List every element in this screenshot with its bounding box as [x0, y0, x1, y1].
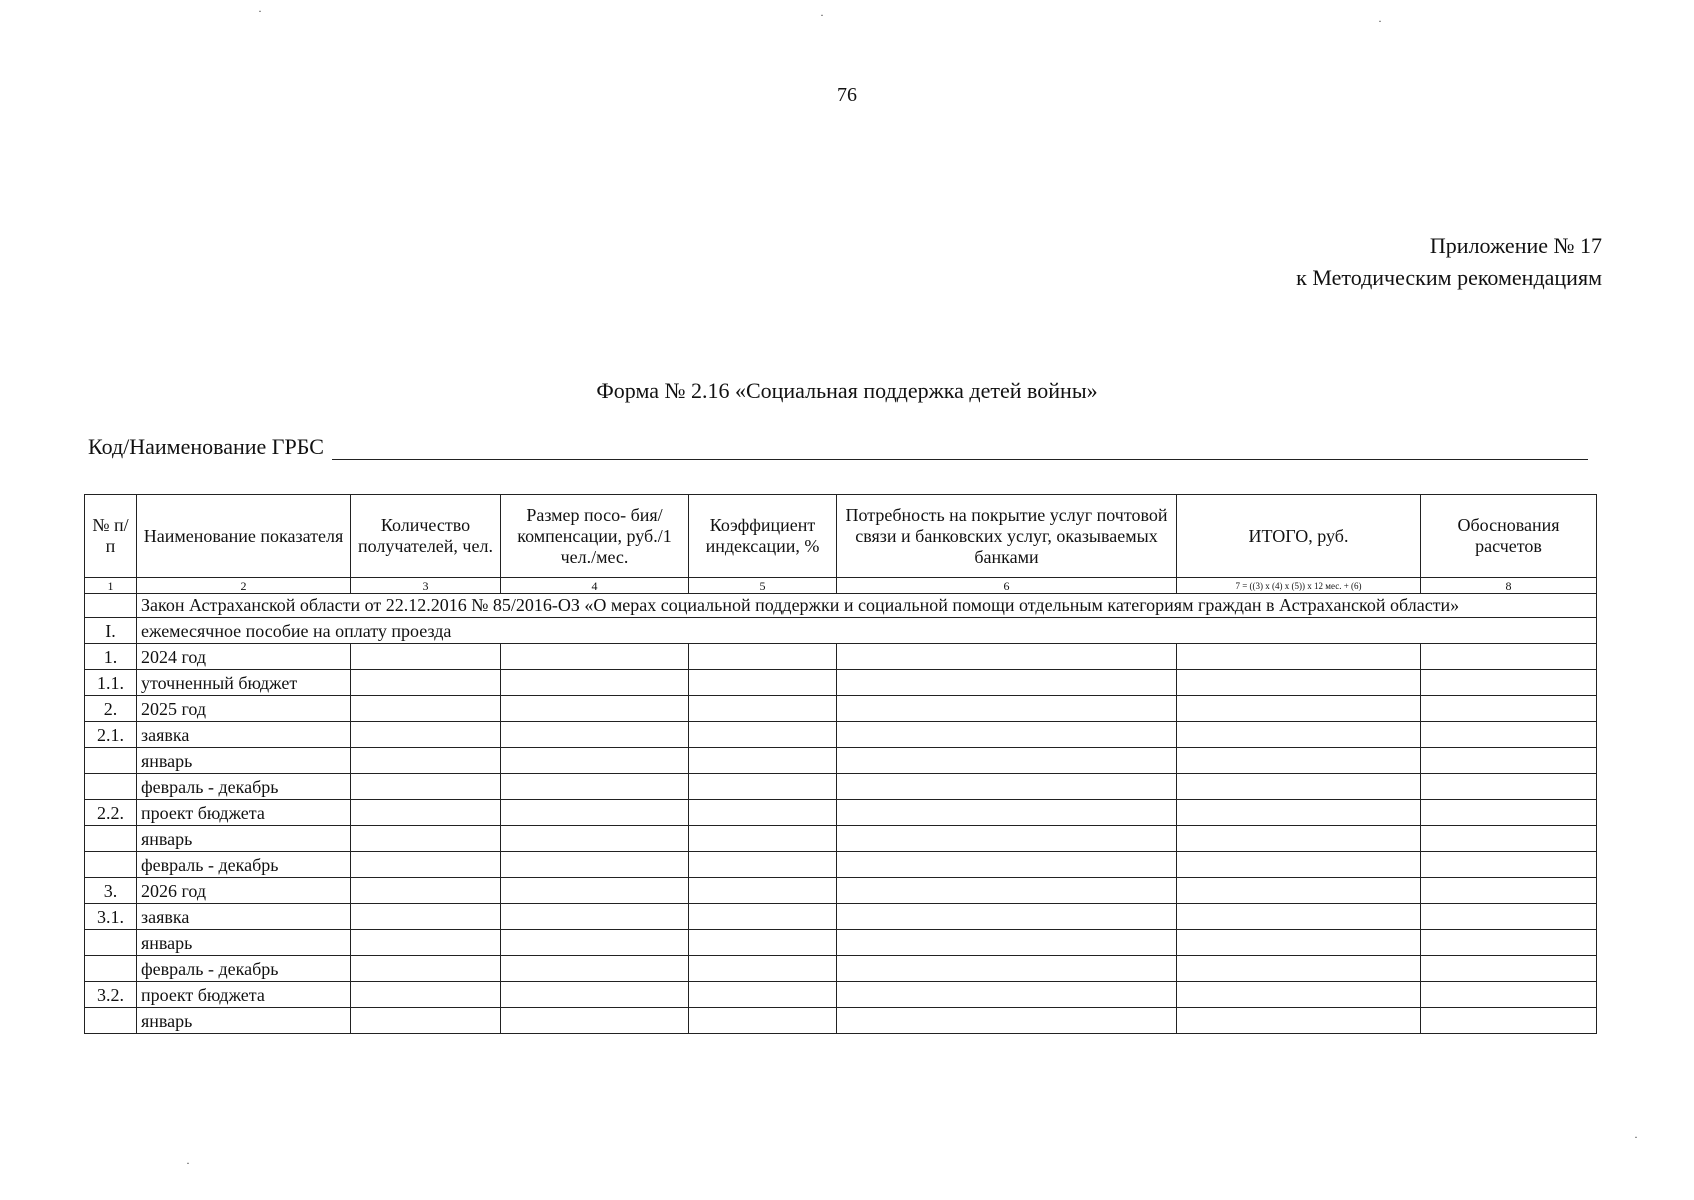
empty-value-cell[interactable]	[837, 670, 1177, 696]
empty-value-cell[interactable]	[1421, 722, 1597, 748]
empty-value-cell[interactable]	[351, 852, 501, 878]
row-name: февраль - декабрь	[137, 956, 351, 982]
table-row	[85, 722, 1597, 748]
form-table	[84, 494, 1597, 1034]
empty-value-cell[interactable]	[837, 696, 1177, 722]
row-name: проект бюджета	[137, 982, 351, 1008]
empty-value-cell[interactable]	[1177, 982, 1421, 1008]
law-text: Закон Астраханской области от 22.12.2016 № 85/2016-ОЗ «О мерах социальной поддержки и социальной помощи отдельным категориям граждан в Астраханской области»	[137, 594, 1597, 618]
column-number: 1	[85, 578, 137, 594]
table-row	[85, 800, 1597, 826]
empty-value-cell[interactable]	[837, 800, 1177, 826]
empty-value-cell[interactable]	[1421, 774, 1597, 800]
row-number: 1.1.	[85, 670, 137, 696]
empty-value-cell[interactable]	[837, 904, 1177, 930]
empty-value-cell[interactable]	[1421, 696, 1597, 722]
empty-value-cell[interactable]	[1177, 774, 1421, 800]
empty-value-cell[interactable]	[501, 1008, 689, 1034]
row-number	[85, 748, 137, 774]
row-name: январь	[137, 826, 351, 852]
table-row	[85, 774, 1597, 800]
row-name: январь	[137, 1008, 351, 1034]
empty-value-cell[interactable]	[689, 800, 837, 826]
grbs-blank-line	[332, 437, 1588, 460]
empty-value-cell[interactable]	[689, 774, 837, 800]
row-name: проект бюджета	[137, 800, 351, 826]
row-number	[85, 956, 137, 982]
row-number: 3.2.	[85, 982, 137, 1008]
column-number: 2	[137, 578, 351, 594]
empty-value-cell[interactable]	[351, 956, 501, 982]
empty-value-cell[interactable]	[1421, 826, 1597, 852]
empty-value-cell[interactable]	[501, 904, 689, 930]
row-name: февраль - декабрь	[137, 852, 351, 878]
table-row	[85, 644, 1597, 670]
table-body	[85, 594, 1597, 1034]
empty-value-cell[interactable]	[351, 670, 501, 696]
empty-value-cell[interactable]	[689, 878, 837, 904]
grbs-label: Код/Наименование ГРБС	[88, 434, 324, 459]
empty-value-cell[interactable]	[1421, 930, 1597, 956]
row-number: 2.	[85, 696, 137, 722]
empty-value-cell[interactable]	[351, 748, 501, 774]
empty-value-cell[interactable]	[351, 1008, 501, 1034]
empty-value-cell[interactable]	[501, 774, 689, 800]
row-name: 2024 год	[137, 644, 351, 670]
table-row	[85, 1008, 1597, 1034]
scan-speck: ·	[1634, 1130, 1638, 1144]
empty-value-cell[interactable]	[837, 774, 1177, 800]
empty-value-cell[interactable]	[837, 982, 1177, 1008]
empty-value-cell[interactable]	[1177, 722, 1421, 748]
empty-value-cell[interactable]	[689, 956, 837, 982]
empty-value-cell[interactable]	[689, 852, 837, 878]
form-title: Форма № 2.16 «Социальная поддержка детей войны»	[596, 378, 1098, 403]
empty-value-cell[interactable]	[1177, 644, 1421, 670]
row-number	[85, 1008, 137, 1034]
row-name: 2026 год	[137, 878, 351, 904]
empty-value-cell[interactable]	[1421, 670, 1597, 696]
empty-value-cell[interactable]	[1177, 696, 1421, 722]
empty-value-cell[interactable]	[1177, 930, 1421, 956]
appendix-line-2: к Методическим рекомендациям	[1296, 265, 1602, 290]
empty-value-cell[interactable]	[1421, 1008, 1597, 1034]
appendix-line-1: Приложение № 17	[1429, 233, 1602, 258]
empty-value-cell[interactable]	[1421, 748, 1597, 774]
table-row	[85, 696, 1597, 722]
empty-value-cell[interactable]	[351, 826, 501, 852]
empty-value-cell[interactable]	[1421, 852, 1597, 878]
header-cell: Размер посо- бия/компенсации, руб./1 чел./мес.	[501, 495, 689, 578]
law-row	[85, 594, 1597, 618]
section-row	[85, 618, 1597, 644]
empty-value-cell[interactable]	[351, 696, 501, 722]
row-number: 1.	[85, 644, 137, 670]
empty-value-cell[interactable]	[351, 722, 501, 748]
empty-value-cell[interactable]	[501, 826, 689, 852]
row-number	[85, 826, 137, 852]
row-name: январь	[137, 930, 351, 956]
empty-value-cell[interactable]	[501, 956, 689, 982]
empty-value-cell[interactable]	[501, 982, 689, 1008]
page-number: 76	[837, 84, 857, 106]
empty-value-cell[interactable]	[1177, 852, 1421, 878]
header-cell: Наименование показателя	[137, 495, 351, 578]
table-row	[85, 748, 1597, 774]
empty-value-cell[interactable]	[1177, 1008, 1421, 1034]
empty-value-cell[interactable]	[501, 878, 689, 904]
header-row	[85, 495, 1597, 578]
empty-value-cell[interactable]	[837, 852, 1177, 878]
empty-value-cell[interactable]	[351, 930, 501, 956]
empty-value-cell[interactable]	[1177, 670, 1421, 696]
empty-value-cell[interactable]	[1177, 748, 1421, 774]
column-number: 3	[351, 578, 501, 594]
empty-value-cell[interactable]	[689, 722, 837, 748]
header-cell: Коэффициент индексации, %	[689, 495, 837, 578]
column-number-row	[85, 578, 1597, 594]
table-row	[85, 852, 1597, 878]
row-name: заявка	[137, 722, 351, 748]
header-cell: Потребность на покрытие услуг почтовой связи и банковских услуг, оказываемых банками	[837, 495, 1177, 578]
scan-speck: ·	[258, 4, 262, 18]
header-cell: Обоснования расчетов	[1421, 495, 1597, 578]
empty-value-cell[interactable]	[689, 670, 837, 696]
row-number: 3.	[85, 878, 137, 904]
row-number	[85, 774, 137, 800]
empty-value-cell[interactable]	[351, 644, 501, 670]
row-number: 2.1.	[85, 722, 137, 748]
table-row	[85, 904, 1597, 930]
empty-value-cell[interactable]	[501, 930, 689, 956]
table-row	[85, 878, 1597, 904]
empty-value-cell[interactable]	[501, 722, 689, 748]
empty-value-cell[interactable]	[1177, 800, 1421, 826]
scan-speck: ·	[820, 8, 824, 22]
empty-value-cell[interactable]	[351, 774, 501, 800]
empty-value-cell[interactable]	[689, 982, 837, 1008]
table-row	[85, 670, 1597, 696]
law-number-cell	[85, 594, 137, 618]
header-cell: № п/п	[85, 495, 137, 578]
empty-value-cell[interactable]	[501, 696, 689, 722]
empty-value-cell[interactable]	[1177, 878, 1421, 904]
row-number: I.	[85, 618, 137, 644]
row-number	[85, 852, 137, 878]
empty-value-cell[interactable]	[689, 644, 837, 670]
empty-value-cell[interactable]	[689, 826, 837, 852]
empty-value-cell[interactable]	[689, 696, 837, 722]
empty-value-cell[interactable]	[501, 800, 689, 826]
row-number: 2.2.	[85, 800, 137, 826]
empty-value-cell[interactable]	[501, 748, 689, 774]
empty-value-cell[interactable]	[1177, 956, 1421, 982]
row-name: заявка	[137, 904, 351, 930]
empty-value-cell[interactable]	[1421, 982, 1597, 1008]
empty-value-cell[interactable]	[1177, 904, 1421, 930]
row-name: уточненный бюджет	[137, 670, 351, 696]
grbs-field	[88, 434, 1588, 460]
empty-value-cell[interactable]	[837, 1008, 1177, 1034]
empty-value-cell[interactable]	[837, 722, 1177, 748]
empty-value-cell[interactable]	[351, 904, 501, 930]
empty-value-cell[interactable]	[501, 670, 689, 696]
empty-value-cell[interactable]	[1421, 800, 1597, 826]
table-row	[85, 982, 1597, 1008]
section-name: ежемесячное пособие на оплату проезда	[137, 618, 1597, 644]
empty-value-cell[interactable]	[689, 748, 837, 774]
column-number: 4	[501, 578, 689, 594]
header-cell: Количество получателей, чел.	[351, 495, 501, 578]
column-number-formula: 7 = ((3) x (4) x (5)) x 12 мес. + (6)	[1177, 578, 1421, 594]
row-name: февраль - декабрь	[137, 774, 351, 800]
column-number: 8	[1421, 578, 1597, 594]
empty-value-cell[interactable]	[837, 930, 1177, 956]
table-row	[85, 956, 1597, 982]
empty-value-cell[interactable]	[689, 1008, 837, 1034]
empty-value-cell[interactable]	[1421, 956, 1597, 982]
row-number: 3.1.	[85, 904, 137, 930]
row-name: 2025 год	[137, 696, 351, 722]
column-number: 6	[837, 578, 1177, 594]
empty-value-cell[interactable]	[837, 826, 1177, 852]
empty-value-cell[interactable]	[351, 878, 501, 904]
header-cell: ИТОГО, руб.	[1177, 495, 1421, 578]
empty-value-cell[interactable]	[1421, 904, 1597, 930]
row-name: январь	[137, 748, 351, 774]
table-row	[85, 826, 1597, 852]
scan-speck: ·	[1378, 14, 1382, 28]
empty-value-cell[interactable]	[1421, 878, 1597, 904]
empty-value-cell[interactable]	[1177, 826, 1421, 852]
empty-value-cell[interactable]	[351, 982, 501, 1008]
table-row	[85, 930, 1597, 956]
empty-value-cell[interactable]	[837, 956, 1177, 982]
empty-value-cell[interactable]	[689, 904, 837, 930]
empty-value-cell[interactable]	[837, 644, 1177, 670]
column-number: 5	[689, 578, 837, 594]
appendix-note	[1296, 230, 1602, 294]
empty-value-cell[interactable]	[1421, 644, 1597, 670]
empty-value-cell[interactable]	[501, 852, 689, 878]
empty-value-cell[interactable]	[689, 930, 837, 956]
row-number	[85, 930, 137, 956]
empty-value-cell[interactable]	[837, 748, 1177, 774]
empty-value-cell[interactable]	[351, 800, 501, 826]
empty-value-cell[interactable]	[837, 878, 1177, 904]
scan-speck: ·	[186, 1156, 190, 1170]
empty-value-cell[interactable]	[501, 644, 689, 670]
